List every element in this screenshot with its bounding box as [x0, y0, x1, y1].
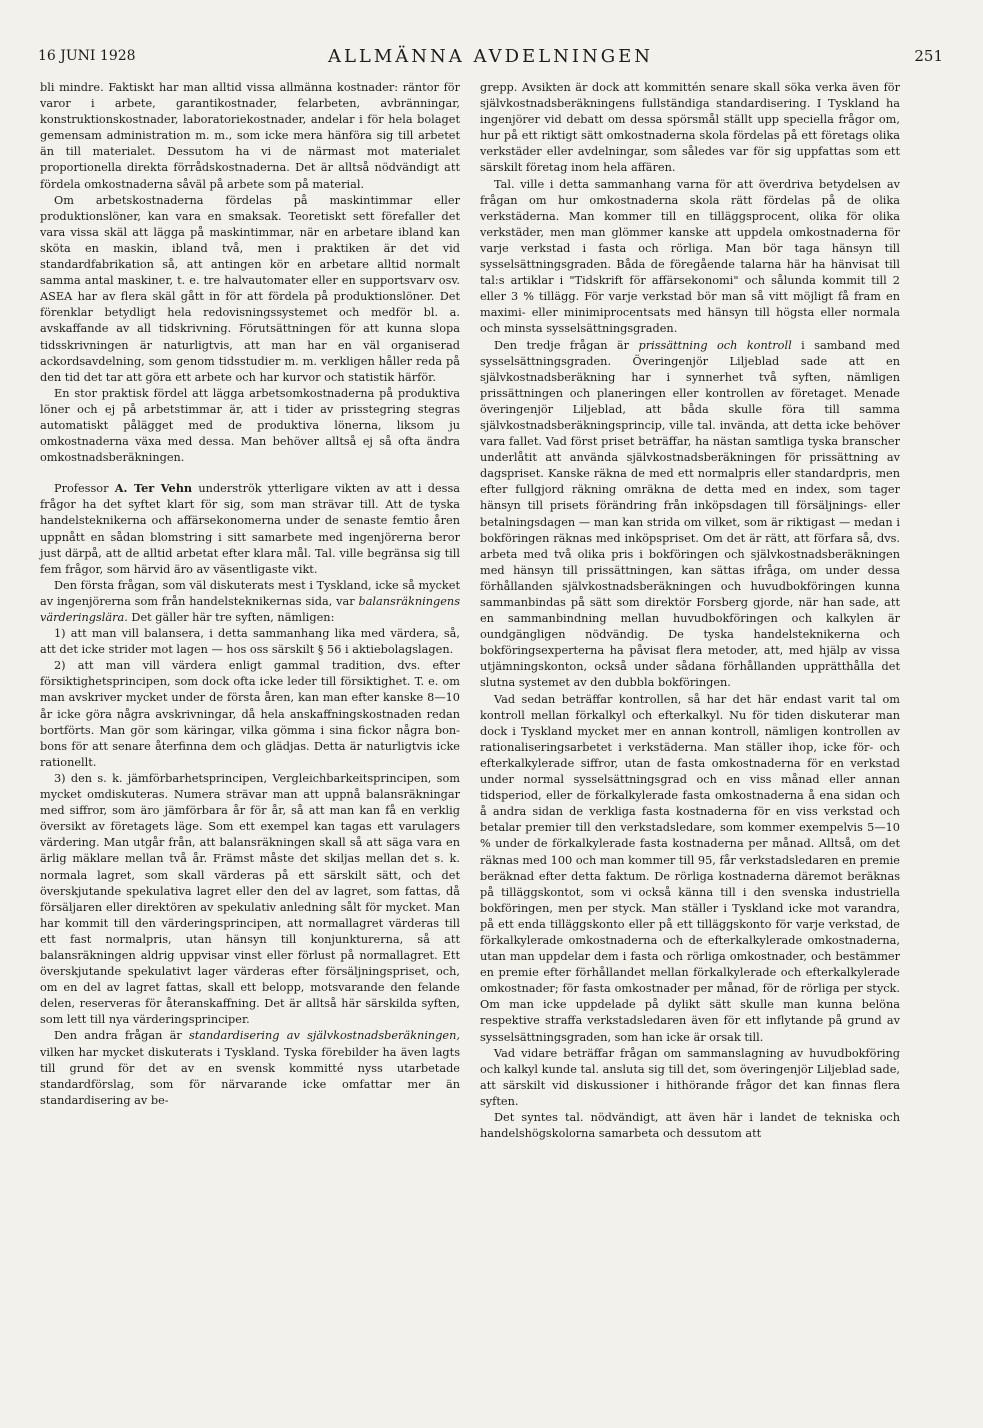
paragraph: 2) att man vill värdera enligt gammal tradition, dvs. efter försiktighetsprincipen, som dock ofta icke leder till försiktighet. T. e. om man avskriver mycket under de första åren, kan man efter kanske 8—10 år icke göra några avskrivningar, då hela anskaffningskostnaden redan bortförts. Man gör som käringar, vilka gömma i sina fickor några bon-bons för att senare återfinna dem och glädjas. Detta är naturligtvis icke rationellt. [40, 659, 460, 769]
paragraph: Om arbetskostnaderna fördelas på maskintimmar eller produktionslöner, kan vara en smaksak. Teoretiskt sett förefaller det vara vissa skäl att lägga på maskintimmar, när en arbetare ibland kan sköta en maskin, ibland två, men i praktiken är det vid standardfabrikation så, att antingen kör en arbetare alltid normalt samma antal maskiner, t. e. tre halvautomater eller en supportsvarv osv. ASEA har av flera skäl gått in för att fördela på produktionslöner. Det förenklar betydligt hela redovisningssystemet och medför bl. a. avskaffande av all tidskrivning. Förutsättningen för att kunna slopa tidsskrivningen är naturligtvis, att man har en väl organiserad ackordsavdelning, som genom tidsstudier m. m. verkligen håller reda på den tid det tar att göra ett arbete och har kurvor och statistik härför. [40, 193, 460, 384]
left-column [40, 80, 460, 1109]
paragraph: grepp. Avsikten är dock att kommittén senare skall söka verka även för självkostnadsberäkningens fullständiga standardisering. I Tyskland ha ingenjörer vid debatt om dessa spörsmål ställt upp speciella frågor om, hur på ett riktigt sätt omkostnaderna skola fördelas på ett företags olika verkstäder eller avdelningar, som således var för sig uppfattas som ett särskilt företag inom hela affären. [480, 81, 900, 175]
page-number: 251 [914, 47, 943, 65]
page-header [38, 46, 943, 70]
emphasis: standardisering av självkostnadsberäkningen, [188, 1029, 460, 1043]
paragraph: bli mindre. Faktiskt har man alltid vissa allmänna kostnader: räntor för varor i arbete, garantikostnader, felarbeten, avbränningar, konstruktionskostnader, laboratoriekostnader, andelar i för hela bolaget gemensam administration m. m., som icke mera hänföra sig till arbetet än till materialet. Dessutom ha vi de närmast mot materialet proportionella direkta förrådskostnaderna. Det är alltså nödvändigt att fördela omkostnaderna såväl på arbete som på material. [40, 81, 460, 191]
paragraph: En stor praktisk fördel att lägga arbetsomkostnaderna på produktiva löner och ej på arbetstimmar är, att i tider av prisstegring stegras automatiskt pålägget med de produktiva lönerna, liksom ju omkostnaderna växa med dessa. Man behöver alltså ej så ofta ändra omkostnadsberäkningen. [40, 386, 460, 465]
paragraph-text: Den tredje frågan är [494, 338, 630, 352]
speaker-name: A. Ter Vehn [114, 481, 193, 496]
paragraph-text: vilken har mycket diskuterats i Tyskland. Tyska förebilder ha även lagts till grund för det av en svensk kommitté nyss utarbetade standardförslag, som för närvarande icke omfattar mer än standardisering av be- [40, 1045, 460, 1107]
paragraph-text: Den första frågan, som väl diskuterats mest i Tyskland, icke så mycket av ingenjörerna som från handelsteknikernas sida, var [40, 578, 460, 608]
emphasis: balansräkningens värderingslära. [40, 594, 460, 624]
paragraph-text: i samband med sysselsättningsgraden. Överingenjör Liljeblad sade att en självkostnadsberäkning har i synnerhet två syften, nämligen prissättningen och planeringen eller kontrollen av företaget. Menade överingenjör Liljeblad, att båda skulle föra till samma självkostnadsberäkningsprincip, ville tal. invända, att detta icke behöver vara fallet. Vad först priset beträffar, ha nästan samtliga tyska branscher underlåtit att använda självkostnadsberäkningen för prissättning av dagspriset. Kanske räkna de med ett normalpris eller standardpris, men efter fullgjord räkning omräkna de detta med en index, som tager hänsyn till prisets förändring från inköpsdagen till försäljnings- eller betalningsdagen — man kan strida om vilket, som är riktigast — medan i bokföringen räknas med inköpspriset. Om det är rätt, att förfara så, dvs. arbeta med två olika pris i bokföringen och självkostnadsberäkningen med hänsyn till prissättningen, kan sättas ifråga, om under dessa förhållanden självkostnadsberäkningen och huvudbokföringen kunna sammanbindas på sätt som direktör Forsberg gjorde, när han sade, att en sammanbindning mellan huvudbokföringen och kalkylen är oundgängligen nödvändig. De tyska handelsteknikerna och bokföringsexperterna ha påvisat flera metoder, att, med hjälp av vissa utjämningskonton, också under sådana förhållanden upprätthålla det slutna systemet av den dubbla bokföringen. [480, 338, 900, 690]
paragraph [40, 480, 460, 578]
paragraph [480, 338, 900, 692]
paragraph: Tal. ville i detta sammanhang varna för att överdriva betydelsen av frågan om hur omkostnaderna skola rätt fördelas på de olika verkstäderna. Man kommer till en tilläggsprocent, olika för olika verkstäder, men man glömmer kanske att uppdela omkostnaderna för varje verkstad i fasta och rörliga. Man bör taga hänsyn till sysselsättningsgraden. Båda de föregående talarna här ha hänvisat till tal:s artiklar i "Tidskrift för affärsekonomi" och sålunda kommit till 2 eller 3 % tillägg. För varje verkstad bör man så vitt möjligt få fram en maximi- eller minimiprocentsats med hänsyn till högsta eller normala och minsta sysselsättningsgraden. [480, 177, 900, 336]
speaker-title: Professor [54, 482, 109, 496]
paragraph: Vad vidare beträffar frågan om sammanslagning av huvudbokföring och kalkyl kunde tal. ansluta sig till det, som överingenjör Liljeblad sade, att särskilt vid diskussioner i hithörande frågor det kan finnas flera syften. [480, 1046, 900, 1108]
paragraph: 1) att man vill balansera, i detta sammanhang lika med värdera, så, att det icke strider mot lagen — hos oss särskilt § 56 i aktiebolagslagen. [40, 627, 460, 657]
paragraph: Det syntes tal. nödvändigt, att även här i landet de tekniska och handelshögskolorna samarbeta och dessutom att [480, 1111, 900, 1141]
emphasis: prissättning och kontroll [638, 338, 792, 352]
section-title: ALLMÄNNA AVDELNINGEN [327, 46, 654, 67]
paragraph-text: underströk ytterligare vikten av att i dessa frågor ha det syftet klart för sig, som man strävar till. Att de tyska handelsteknikerna och affärsekonomerna under de senaste femtio åren uppnått en sådan blomstring i sitt samarbete med ingenjörerna beror just därpå, att de alltid arbetat efter klara mål. Tal. ville begränsa sig till fem frågor, som härvid äro av väsentligaste vikt. [40, 482, 461, 576]
paragraph-text: Den andra frågan är [54, 1029, 182, 1043]
paragraph [40, 1028, 460, 1108]
paragraph [40, 578, 460, 626]
paragraph: 3) den s. k. jämförbarhetsprincipen, Vergleichbarkeitsprincipen, som mycket omdiskuteras. Numera strävar man att uppnå balansräkningar med siffror, som äro jämförbara år för år, så att man kan få en verklig översikt av företagets läge. Som ett exempel kan tagas ett varulagers värdering. Man utgår från, att balansräkningen skall så att säga vara en ärlig mäklare mellan två år. Främst måste det skiljas mellan det s. k. normala lagret, som skall värderas på ett särskilt sätt, och det överskjutande spekulativa lagret eller den del av lagret, som fattas, då försäljaren eller direktören av spekulativ anledning sålt för mycket. Man har kommit till den värderingsprincipen, att normallagret värderas till ett fast normalpris, utan hänsyn till konjunkturerna, så att balansräkningen aldrig uppvisar vinst eller förlust på normallagret. Ett överskjutande spekulativt lager värderas efter försäljningspriset, och, om en del av lagret fattas, skall ett belopp, motsvarande den felande delen, reserveras för återanskaffning. Det är alltså här särskilda syften, som lett till nya värderingsprinciper. [40, 771, 460, 1027]
issue-date: 16 JUNI 1928 [38, 48, 136, 64]
right-column [480, 80, 900, 1142]
paragraph: Vad sedan beträffar kontrollen, så har det här endast varit tal om kontroll mellan förkalkyl och efterkalkyl. Nu för tiden diskuterar man dock i Tyskland mycket mer en annan kontroll, nämligen kontrollen av rationaliseringsarbetet i verkstäderna. Man ställer ihop, icke för- och efterkalkylerade siffror, utan de fasta omkostnaderna för en verkstad under normal sysselsättningsgrad och en viss månad eller annan tidsperiod, eller de förkalkylerade fasta omkostnaderna å ena sidan och å andra sidan de verkliga fasta kostnaderna för en viss verkstad och betalar premier till den verkstadsledare, som kommer exempelvis 5—10 % under de förkalkylerade fasta kostnaderna per månad. Alltså, om det räknas med 100 och man kommer till 95, får verkstadsledaren en premie beräknad efter detta faktum. De rörliga kostnaderna däremot beräknas på tilläggskontot, som vi också känna till i den svenska industriella bokföringen, men per styck. Man ställer i Tyskland icke mot varandra, på ett enda tilläggskonto eller på ett tilläggskonto för varje verkstad, de förkalkylerade omkostnaderna och de efterkalkylerade omkostnaderna, utan man uppdelar dem i fasta och rörliga omkostnader, och bestämmer en premie efter förhållandet mellan förkalkylerade och efterkalkylerade omkostnader; för fasta omkostnader per månad, för de rörliga per styck. Om man icke uppdelade på dylikt sätt skulle man kunna belöna respektive straffa verkstadsledaren även för ett inflytande på grund av sysselsättningsgraden, som han icke är orsak till. [480, 692, 900, 1044]
paragraph-text: Det gäller här tre syften, nämligen: [131, 611, 335, 624]
